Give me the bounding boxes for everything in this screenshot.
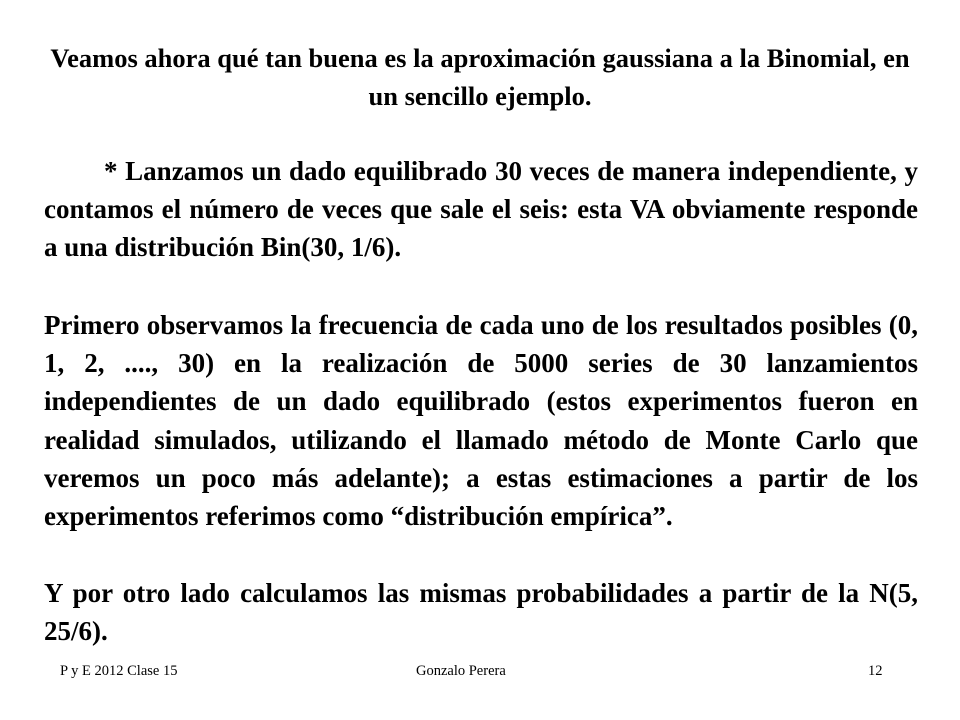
paragraph-dice-experiment: * Lanzamos un dado equilibrado 30 veces de manera independiente, y contamos el número de veces que sale el seis: esta VA obviamente responde a una distribución Bin(30, 1/6). bbox=[44, 156, 918, 263]
footer-course: P y E 2012 Clase 15 bbox=[60, 663, 178, 679]
slide-title: Veamos ahora qué tan buena es la aproximación gaussiana a la Binomial, en un sencillo ejemplo. bbox=[50, 43, 910, 111]
paragraph-empirical-distribution: Primero observamos la frecuencia de cada uno de los resultados posibles (0, 1, 2, ...., 30) en la realización de 5000 series de 30 lanzamientos independientes de un dado equilibrado (estos experimentos fueron en realidad simulados, utilizando el llamado método de Monte Carlo que veremos un poco más adelante); a estas estimaciones a partir de los experimentos referimos como “distribución empírica”. bbox=[44, 310, 918, 532]
paragraph-normal-approximation: Y por otro lado calculamos las mismas probabilidades a partir de la N(5, 25/6). bbox=[44, 578, 918, 647]
footer-author: Gonzalo Perera bbox=[416, 663, 506, 679]
footer-page-number: 12 bbox=[868, 663, 883, 679]
